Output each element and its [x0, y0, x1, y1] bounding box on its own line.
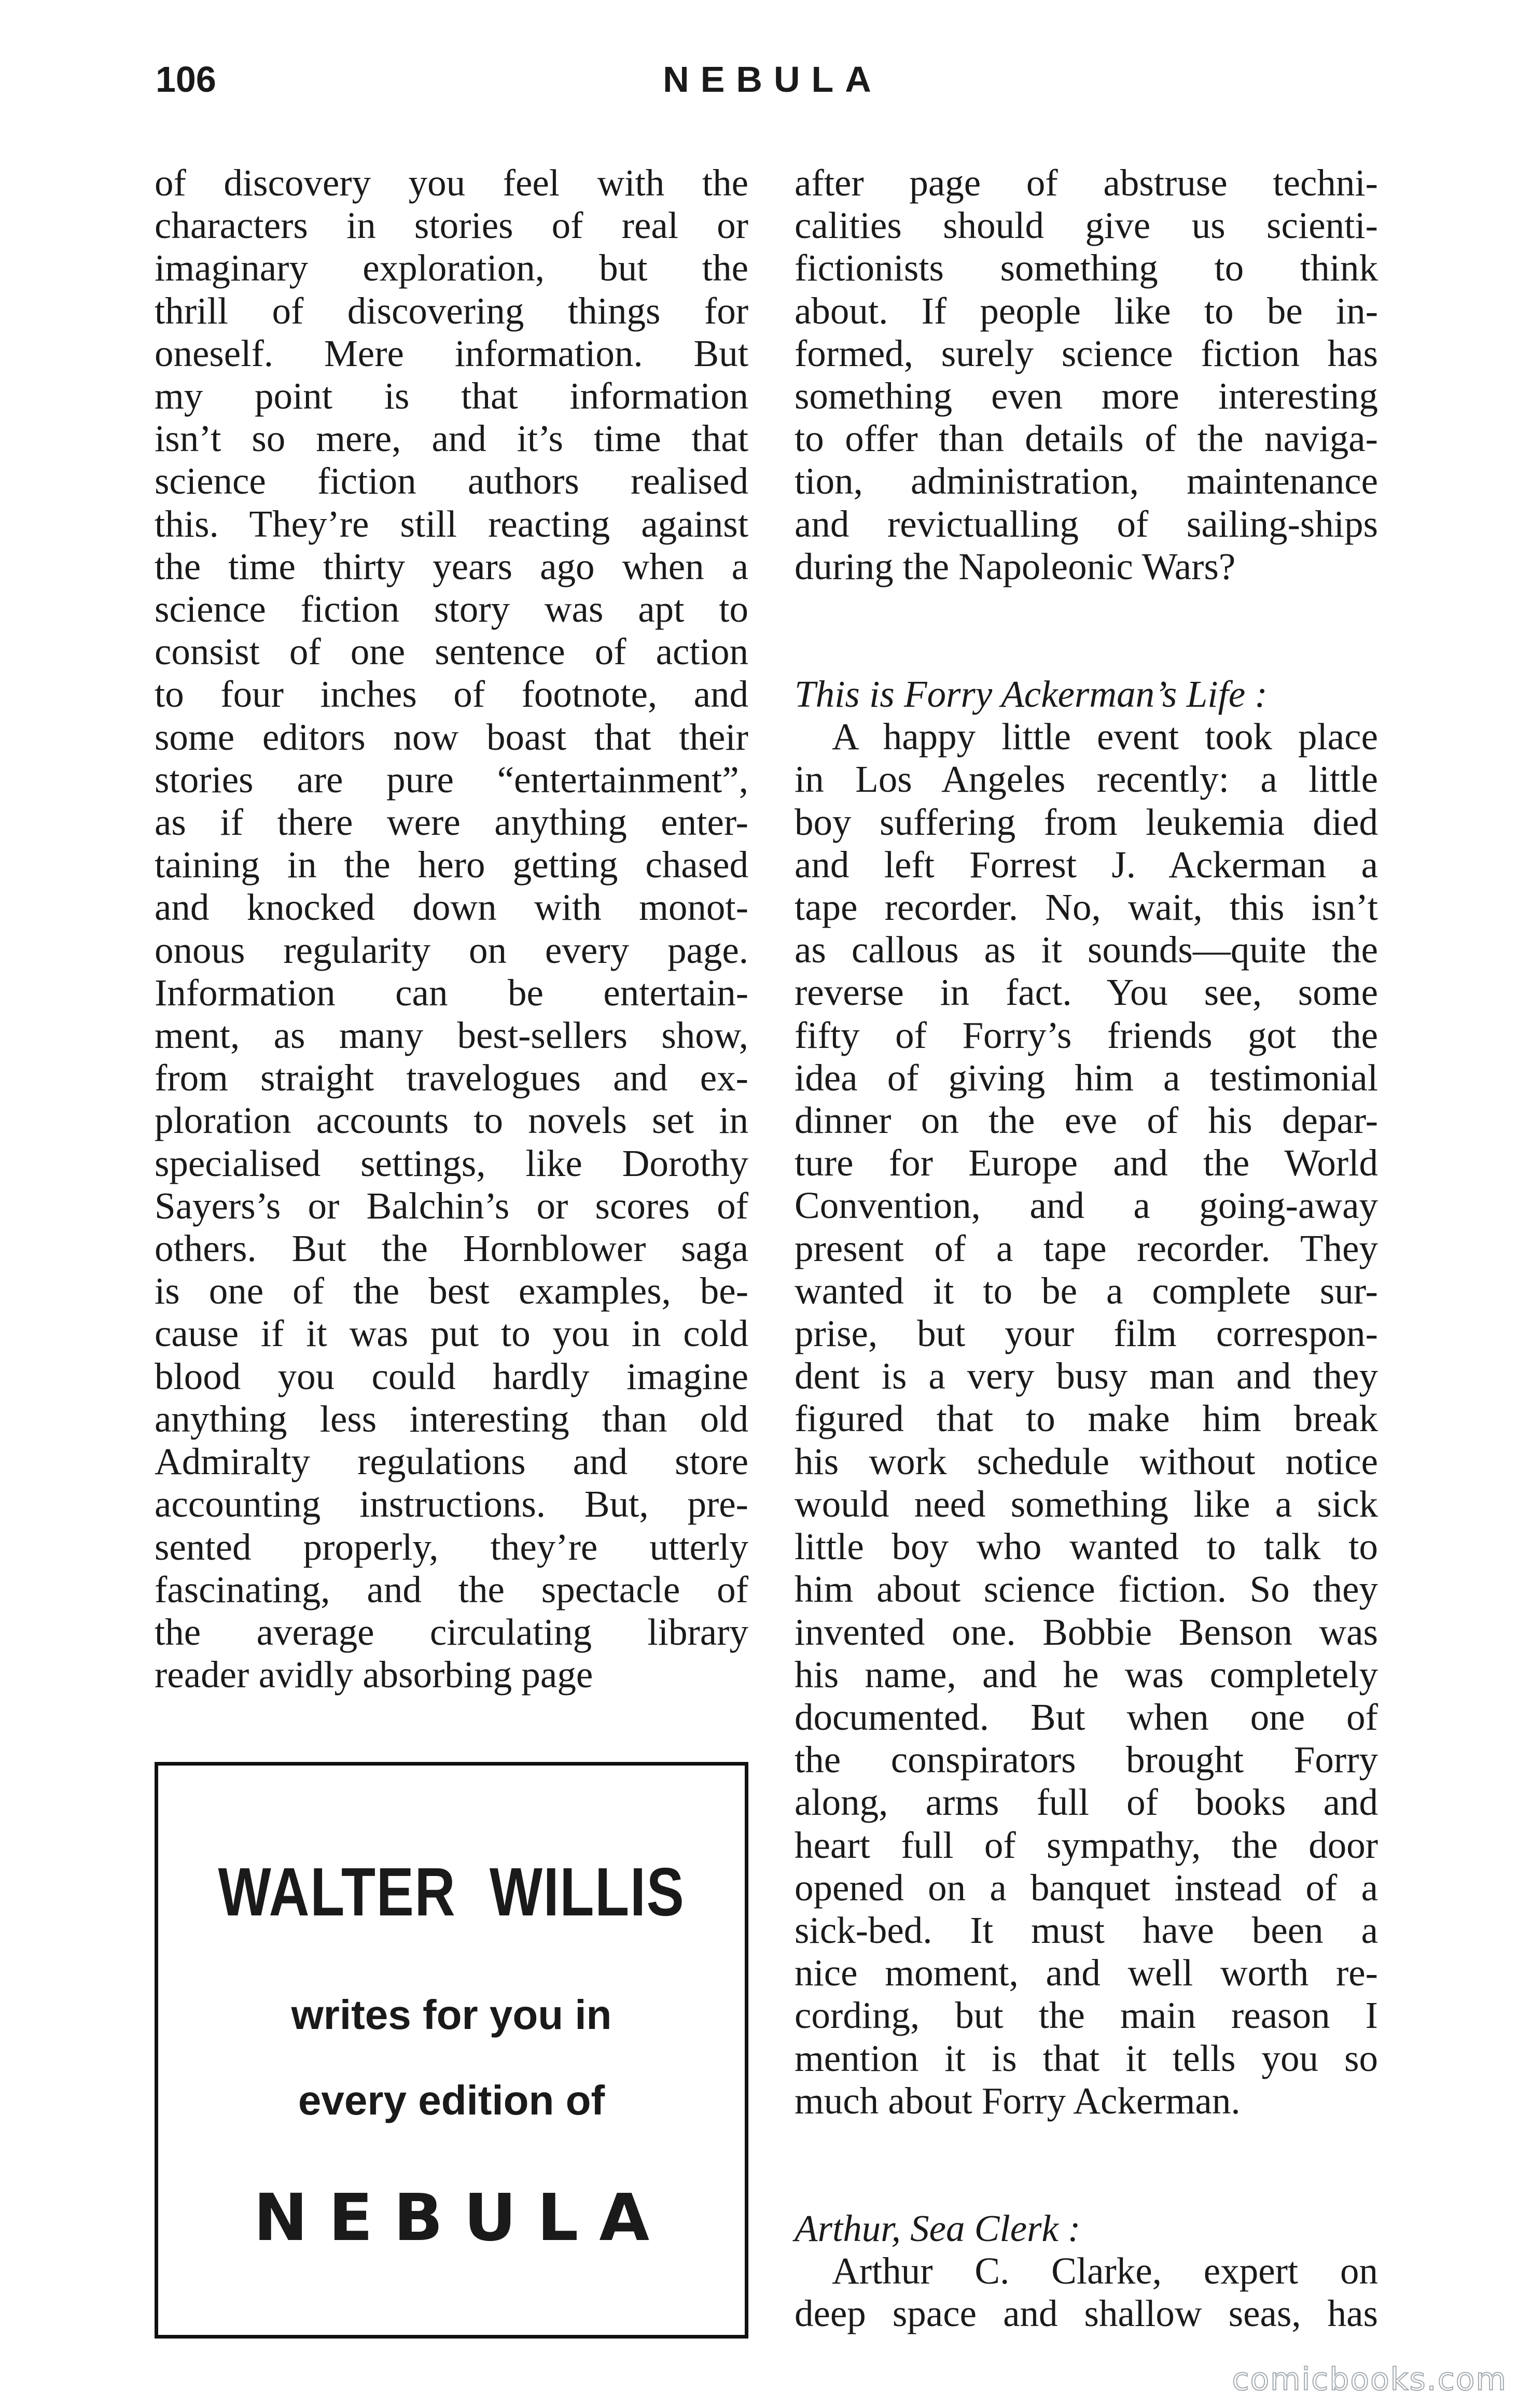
text-line: invented one. Bobbie Benson was [795, 1611, 1378, 1653]
text-line: wanted it to be a complete sur- [795, 1269, 1378, 1312]
text-line: him about science fiction. So they [795, 1568, 1378, 1611]
text-line: little boy who wanted to talk to [795, 1525, 1378, 1568]
text-line: the conspirators brought Forry [795, 1739, 1378, 1781]
section-heading-arthur: Arthur, Sea Clerk : [795, 2207, 1081, 2249]
left-column [155, 162, 748, 1696]
text-line: nice moment, and well worth re- [795, 1952, 1378, 1994]
text-line: to four inches of footnote, and [155, 673, 748, 716]
running-title: NEBULA [663, 59, 883, 100]
text-line: and revictualling of sailing-ships [795, 502, 1378, 545]
text-line: thrill of discovering things for [155, 289, 748, 332]
text-line: his name, and he was completely [795, 1653, 1378, 1696]
text-line: isn’t so mere, and it’s time that [155, 417, 748, 460]
advert-line-1: writes for you in [291, 1992, 612, 2038]
text-line: formed, surely science fiction has [795, 332, 1378, 374]
text-line: ploration accounts to novels set in [155, 1099, 748, 1142]
text-line: documented. But when one of [795, 1696, 1378, 1738]
text-line: blood you could hardly imagine [155, 1355, 748, 1397]
text-line: along, arms full of books and [795, 1781, 1378, 1824]
text-line: and left Forrest J. Ackerman a [795, 843, 1378, 886]
text-line: reverse in fact. You see, some [795, 971, 1378, 1014]
text-line: his work schedule without notice [795, 1440, 1378, 1482]
text-line: accounting instructions. But, pre- [155, 1483, 748, 1525]
text-line: ture for Europe and the World [795, 1142, 1378, 1184]
nebula-logo: NEBULA [253, 2180, 671, 2256]
text-line: the average circulating library [155, 1611, 748, 1653]
text-line: cording, but the main reason I [795, 1994, 1378, 2037]
text-line: fascinating, and the spectacle of [155, 1568, 748, 1611]
text-line: heart full of sympathy, the door [795, 1824, 1378, 1866]
text-line: to offer than details of the naviga- [795, 417, 1378, 460]
text-line: would need something like a sick [795, 1482, 1378, 1525]
text-line: Convention, and a going-away [795, 1184, 1378, 1227]
text-line: idea of giving him a testimonial [795, 1056, 1378, 1099]
continuation-paragraph [795, 162, 1378, 588]
text-line: as if there were anything enter- [155, 801, 748, 844]
text-line: taining in the hero getting chased [155, 844, 748, 886]
text-line: dinner on the eve of his depar- [795, 1099, 1378, 1142]
text-line: characters in stories of real or [155, 204, 748, 247]
text-line: oneself. Mere information. But [155, 332, 748, 374]
text-line: about. If people like to be in- [795, 289, 1378, 332]
text-line: boy suffering from leukemia died [795, 801, 1378, 843]
text-line: and knocked down with monot- [155, 886, 748, 929]
section-spacer [795, 2122, 1378, 2207]
text-line: some editors now boast that their [155, 716, 748, 758]
text-line: as callous as it sounds—quite the [795, 929, 1378, 971]
text-line: stories are pure “entertainment”, [155, 758, 748, 801]
text-line: tape recorder. No, wait, this isn’t [795, 886, 1378, 929]
text-line: others. But the Hornblower saga [155, 1227, 748, 1270]
text-line: cause if it was put to you in cold [155, 1312, 748, 1355]
advert-line-2: every edition of [298, 2077, 605, 2123]
page-number: 106 [156, 59, 216, 100]
text-line: my point is that information [155, 375, 748, 417]
text-line: something even more interesting [795, 375, 1378, 417]
text-line: consist of one sentence of action [155, 631, 748, 673]
text-line: reader avidly absorbing page [155, 1654, 593, 1696]
text-line: Information can be entertain- [155, 971, 748, 1014]
text-line: opened on a banquet instead of a [795, 1866, 1378, 1909]
watermark: comicbooks.com [1232, 2361, 1507, 2398]
forry-paragraph [795, 716, 1378, 2122]
text-line: specialised settings, like Dorothy [155, 1142, 748, 1184]
text-line: onous regularity on every page. [155, 929, 748, 971]
text-line: imaginary exploration, but the [155, 247, 748, 289]
text-line: dent is a very busy man and they [795, 1355, 1378, 1397]
advertisement-box [155, 1762, 748, 2339]
text-line: science fiction story was apt to [155, 588, 748, 631]
text-line: ment, as many best-sellers show, [155, 1014, 748, 1057]
text-line: Sayers’s or Balchin’s or scores of [155, 1184, 748, 1227]
text-line: Admiralty regulations and store [155, 1440, 748, 1483]
text-line: present of a tape recorder. They [795, 1227, 1378, 1269]
arthur-paragraph [795, 2250, 1378, 2335]
text-line: mention it is that it tells you so [795, 2037, 1378, 2079]
text-line: Arthur C. Clarke, expert on [832, 2250, 1378, 2292]
text-line: prise, but your film correspon- [795, 1312, 1378, 1355]
text-line: during the Napoleonic Wars? [795, 545, 1236, 587]
text-line: tion, administration, maintenance [795, 460, 1378, 502]
text-line: of discovery you feel with the [155, 162, 748, 204]
advert-title: WALTER WILLIS [218, 1854, 685, 1930]
text-line: science fiction authors realised [155, 460, 748, 502]
text-line: in Los Angeles recently: a little [795, 758, 1378, 801]
text-line: anything less interesting than old [155, 1397, 748, 1440]
text-line: after page of abstruse techni- [795, 162, 1378, 204]
text-line: is one of the best examples, be- [155, 1270, 748, 1312]
text-line: this. They’re still reacting against [155, 502, 748, 545]
text-line: fifty of Forry’s friends got the [795, 1014, 1378, 1056]
text-line: A happy little event took place [832, 716, 1378, 758]
text-line: the time thirty years ago when a [155, 545, 748, 587]
section-spacer [795, 588, 1378, 673]
text-line: sented properly, they’re utterly [155, 1525, 748, 1568]
text-line: fictionists something to think [795, 247, 1378, 289]
text-line: calities should give us scienti- [795, 204, 1378, 247]
section-heading-forry: This is Forry Ackerman’s Life : [795, 673, 1268, 716]
text-line: much about Forry Ackerman. [795, 2079, 1241, 2122]
text-line: from straight travelogues and ex- [155, 1057, 748, 1099]
right-column [795, 162, 1378, 2335]
text-line: deep space and shallow seas, has [795, 2292, 1378, 2335]
text-line: sick-bed. It must have been a [795, 1909, 1378, 1951]
text-line: figured that to make him break [795, 1397, 1378, 1440]
